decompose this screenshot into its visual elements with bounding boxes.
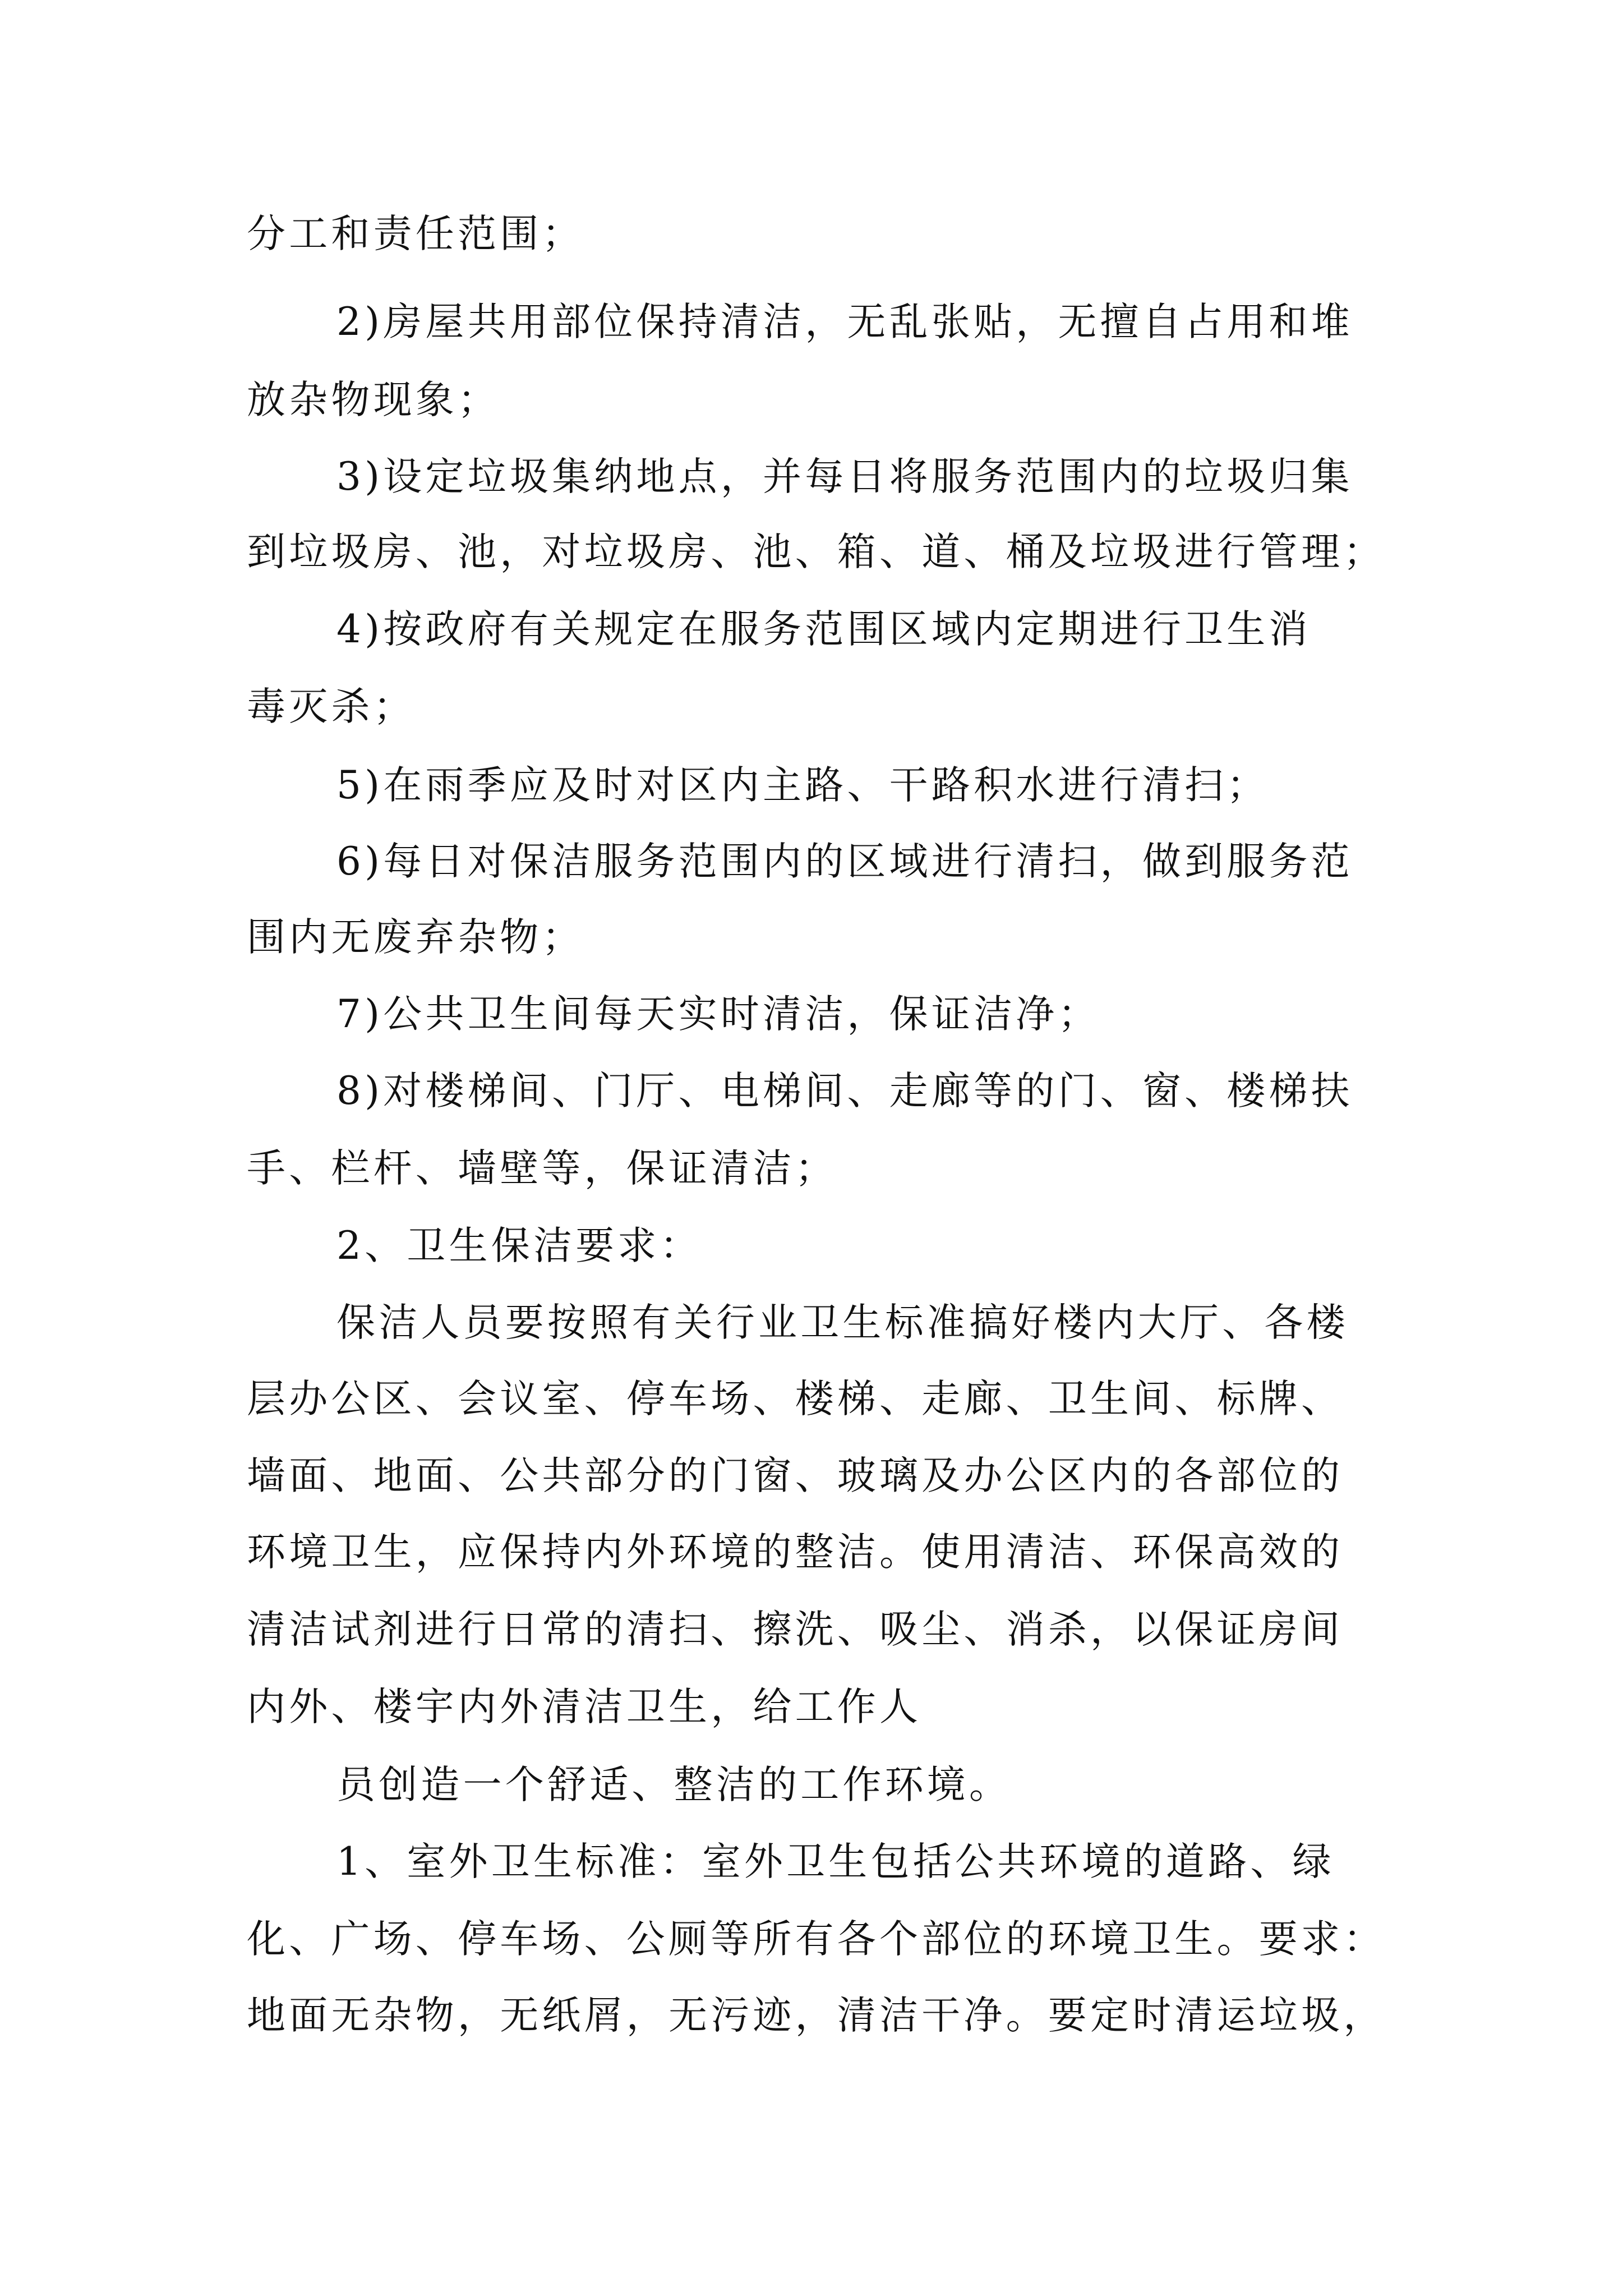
text-line: 员创造一个舒适、整洁的工作环境。 [336,1763,1012,1807]
text-line: 放杂物现象； [247,378,500,422]
section-heading: 2、卫生保洁要求： [336,1223,702,1268]
text-line: 1、室外卫生标准：室外卫生包括公共环境的道路、绿 [336,1839,1335,1884]
text-line: 墙面、地面、公共部分的门窗、玻璃及办公区内的各部位的 [247,1453,1344,1498]
text-line: 分工和责任范围； [247,211,584,256]
text-line: 毒灭杀； [247,684,416,729]
text-line: 到垃圾房、池，对垃圾房、池、箱、道、桶及垃圾进行管理； [247,530,1386,574]
text-line: 7)公共卫生间每天实时清洁，保证洁净； [336,992,1100,1037]
text-line: 手、栏杆、墙壁等，保证清洁； [247,1146,837,1191]
text-line: 2)房屋共用部位保持清洁，无乱张贴，无擅自占用和堆 [336,300,1353,344]
text-line: 地面无杂物，无纸屑，无污迹，清洁干净。要定时清运垃圾， [247,1993,1386,2038]
text-line: 保洁人员要按照有关行业卫生标准搞好楼内大厅、各楼 [336,1300,1349,1345]
text-line: 8)对楼梯间、门厅、电梯间、走廊等的门、窗、楼梯扶 [336,1069,1353,1114]
text-line: 清洁试剂进行日常的清扫、擦洗、吸尘、消杀，以保证房间 [247,1607,1344,1652]
text-line: 3)设定垃圾集纳地点，并每日将服务范围内的垃圾归集 [336,454,1353,499]
text-line: 层办公区、会议室、停车场、楼梯、走廊、卫生间、标牌、 [247,1377,1344,1421]
text-line: 6)每日对保洁服务范围内的区域进行清扫，做到服务范 [336,839,1353,884]
text-line: 5)在雨季应及时对区内主路、干路积水进行清扫； [336,763,1269,808]
text-line: 环境卫生，应保持内外环境的整洁。使用清洁、环保高效的 [247,1530,1344,1575]
text-line: 围内无废弃杂物； [247,915,584,960]
text-line: 4)按政府有关规定在服务范围区域内定期进行卫生消 [336,607,1311,652]
text-line: 化、广场、停车场、公厕等所有各个部位的环境卫生。要求： [247,1917,1386,1962]
text-line: 内外、楼宇内外清洁卫生，给工作人 [247,1685,922,1729]
